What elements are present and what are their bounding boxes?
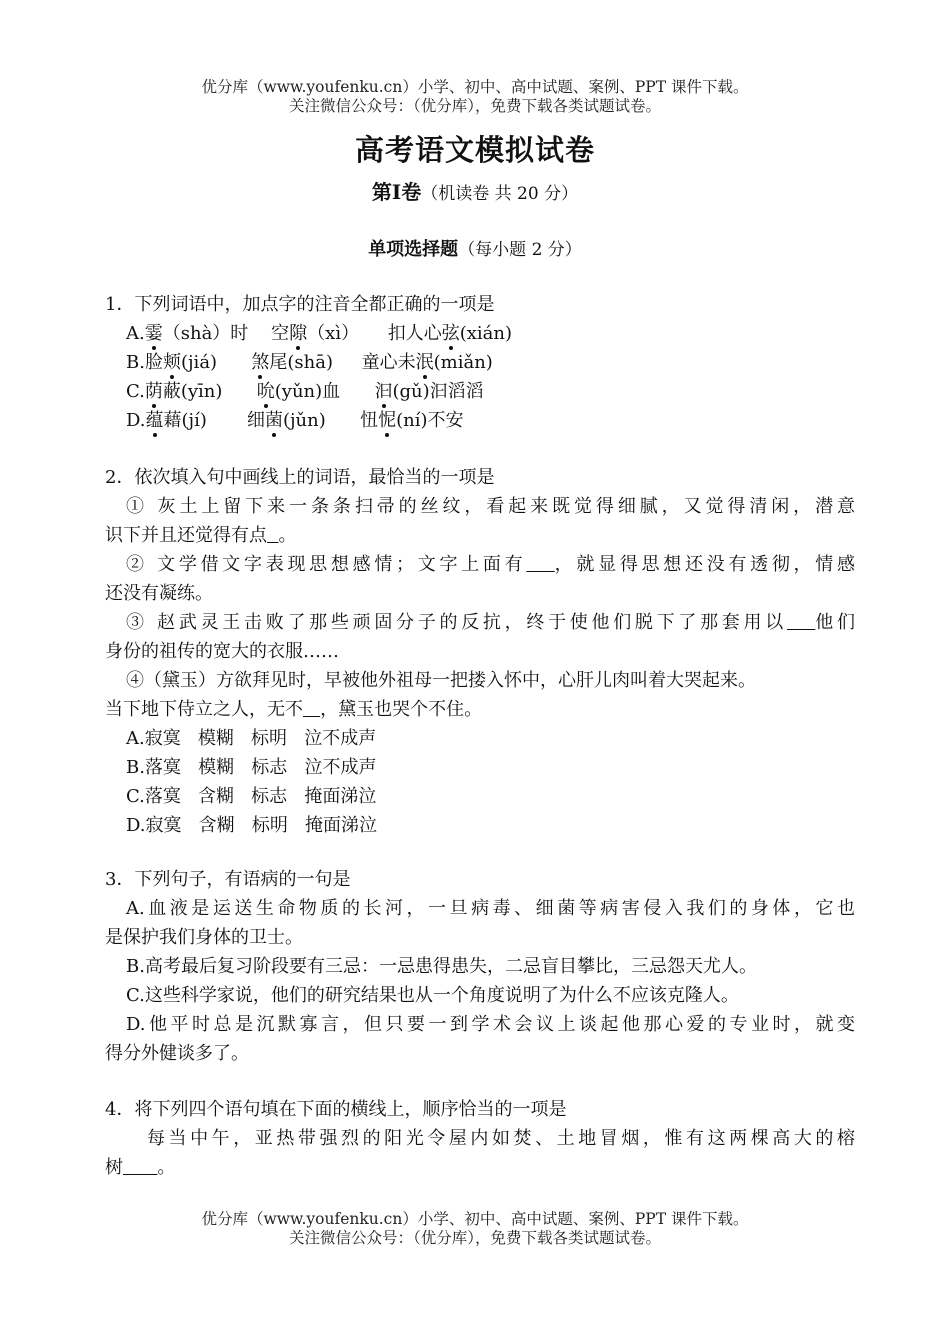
question-3-option-d-cont: 得分外健谈多了。 bbox=[105, 1043, 249, 1064]
section-heading bbox=[0, 235, 950, 261]
part-note: （机读卷 共 20 分） bbox=[421, 184, 579, 204]
question-3-option-d: D.他平时总是沉默寡言，但只要一到学术会议上谈起他那心爱的专业时，就变 bbox=[126, 1014, 855, 1035]
question-4-stem: 4．将下列四个语句填在下面的横线上，顺序恰当的一项是 bbox=[105, 1099, 567, 1120]
section-label: 单项选择题 bbox=[368, 239, 459, 260]
question-2-sentence-1-cont: 识下并且还觉得有点 。 bbox=[105, 525, 297, 546]
question-2-option-c: C.落寞 含糊 标志 掩面涕泣 bbox=[126, 786, 377, 807]
question-2-sentence-3-cont: 身份的祖传的宽大的衣服…… bbox=[105, 641, 339, 662]
question-3-option-a-cont: 是保护我们身体的卫士。 bbox=[105, 927, 303, 948]
question-4-passage-cont: 树 。 bbox=[105, 1157, 176, 1178]
blank bbox=[123, 1157, 157, 1178]
question-3-option-b: B.高考最后复习阶段要有三忌：一忌患得患失，二忌盲目攀比，三忌怨天尤人。 bbox=[126, 956, 757, 977]
part-label: 第Ⅰ卷 bbox=[371, 180, 422, 204]
question-4-passage: 每当中午，亚热带强烈的阳光令屋内如焚、土地冒烟，惟有这两棵高大的榕 bbox=[147, 1128, 855, 1149]
question-4 bbox=[105, 1095, 855, 1182]
question-2 bbox=[105, 463, 855, 840]
section-note: （每小题 2 分） bbox=[458, 240, 582, 260]
question-2-option-a: A.寂寞 模糊 标明 泣不成声 bbox=[126, 728, 377, 749]
question-1 bbox=[105, 290, 855, 435]
page-title: 高考语文模拟试卷 bbox=[354, 133, 595, 167]
footer-line-2: 关注微信公众号：（优分库），免费下载各类试题试卷。 bbox=[288, 1229, 661, 1247]
question-1-option-a: A.霎（shà）时 空隙（xì） 扣人心弦(xián) bbox=[105, 319, 855, 348]
blank bbox=[526, 554, 554, 575]
question-2-sentence-2-cont: 还没有凝练。 bbox=[105, 583, 213, 604]
blank bbox=[303, 699, 320, 720]
question-3-option-a: A.血液是运送生命物质的长河，一旦病毒、细菌等病害侵入我们的身体，它也 bbox=[126, 898, 855, 919]
header-line-2: 关注微信公众号：（优分库），免费下载各类试题试卷。 bbox=[288, 97, 661, 115]
page-footer bbox=[0, 1210, 950, 1248]
question-3 bbox=[105, 865, 855, 1068]
question-3-stem: 3．下列句子，有语病的一句是 bbox=[105, 869, 351, 890]
question-2-option-b: B.落寞 模糊 标志 泣不成声 bbox=[126, 757, 377, 778]
question-2-sentence-2: ② 文学借文字表现思想感情；文字上面有 ，就显得思想还没有透彻，情感 bbox=[126, 554, 855, 575]
question-1-option-d: D.蕴藉(jí) 细菌(jǔn) 忸怩(ní)不安 bbox=[105, 406, 855, 435]
part-heading bbox=[0, 176, 950, 205]
question-2-sentence-4: ④（黛玉）方欲拜见时，早被他外祖母一把搂入怀中，心肝儿肉叫着大哭起来。 bbox=[126, 670, 756, 691]
footer-line-1: 优分库（www.youfenku.cn）小学、初中、高中试题、案例、PPT 课件下载。 bbox=[201, 1210, 749, 1228]
question-2-sentence-3: ③ 赵武灵王击败了那些顽固分子的反抗，终于使他们脱下了那套用以 他们 bbox=[126, 612, 856, 633]
question-1-option-c: C.荫蔽(yīn) 吮(yǔn)血 汩(gǔ)汩滔滔 bbox=[105, 377, 855, 406]
question-1-option-b: B.脸颊(jiá) 煞尾(shā) 童心未泯(miǎn) bbox=[105, 348, 855, 377]
blank bbox=[787, 612, 815, 633]
question-2-sentence-4-cont: 当下地下侍立之人，无不 ，黛玉也哭个不住。 bbox=[105, 699, 483, 720]
blank bbox=[267, 525, 278, 546]
page-header bbox=[0, 78, 950, 116]
question-1-stem: 1．下列词语中，加点字的注音全都正确的一项是 bbox=[105, 294, 495, 315]
question-2-option-d: D.寂寞 含糊 标明 掩面涕泣 bbox=[126, 815, 378, 836]
header-line-1: 优分库（www.youfenku.cn）小学、初中、高中试题、案例、PPT 课件下载。 bbox=[201, 78, 749, 96]
question-2-stem: 2．依次填入句中画线上的词语，最恰当的一项是 bbox=[105, 467, 495, 488]
question-2-sentence-1: ① 灰土上留下来一条条扫帚的丝纹，看起来既觉得细腻，又觉得清闲，潜意 bbox=[126, 496, 855, 517]
question-3-option-c: C.这些科学家说，他们的研究结果也从一个角度说明了为什么不应该克隆人。 bbox=[126, 985, 739, 1006]
